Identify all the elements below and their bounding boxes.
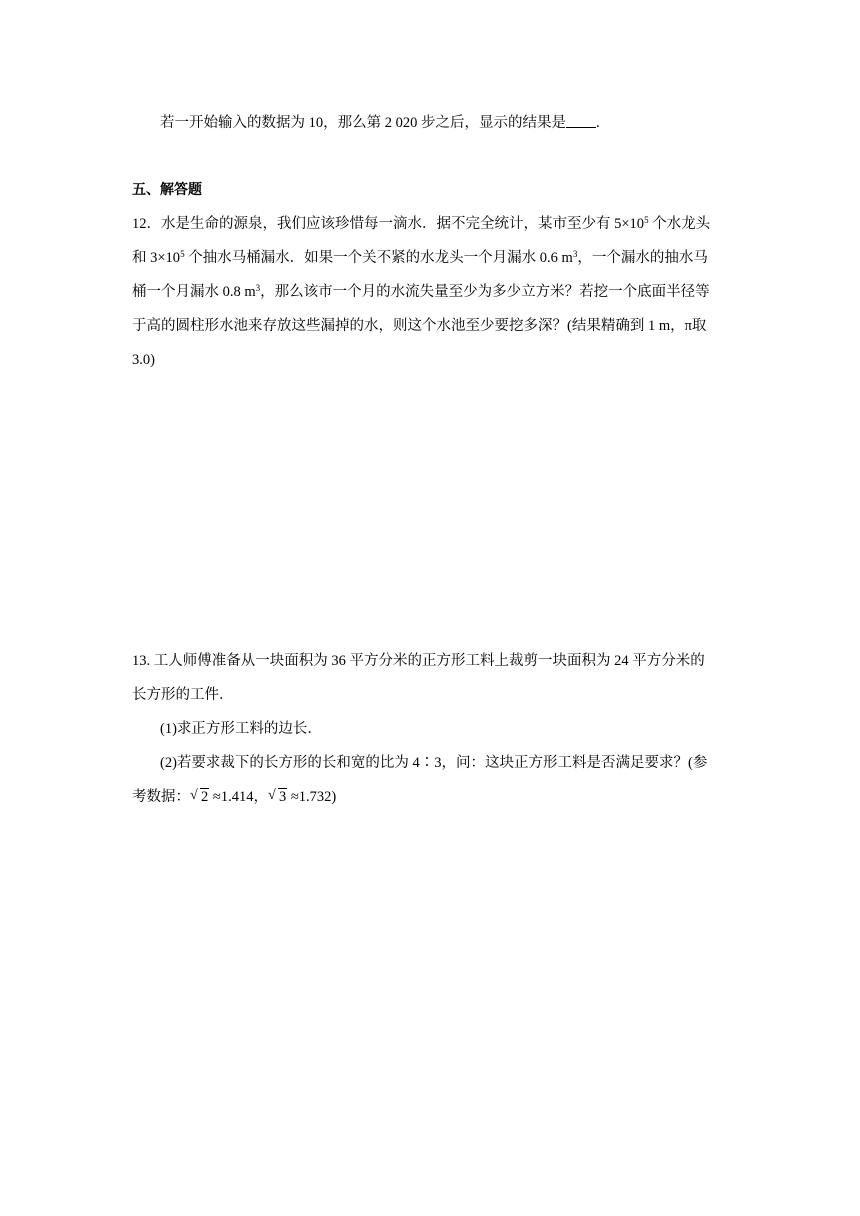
question-13-reference-data — [132, 787, 732, 807]
question-12-line-3 — [132, 282, 732, 302]
q13-text: ≈1.732) — [287, 789, 337, 805]
question-13-part-2: (2)若要求裁下的长方形的长和宽的比为 4∶3，问：这块正方形工料是否满足要求？(参 — [160, 755, 708, 771]
section-heading: 五、解答题 — [132, 182, 202, 198]
q12-text: 桶一个月漏水 0.8 m — [132, 284, 256, 300]
q12-text: 和 3×10 — [132, 250, 181, 266]
question-11-text — [160, 113, 760, 133]
question-12-line-4: 于高的圆柱形水池来存放这些漏掉的水，则这个水池至少要挖多深？(结果精确到 1 m，π取 — [132, 318, 707, 334]
sqrt-2 — [190, 787, 209, 807]
radicand: 2 — [201, 789, 209, 805]
question-12-line-2 — [132, 248, 732, 268]
radical-icon: √ — [267, 788, 276, 803]
exponent: 5 — [180, 249, 185, 259]
question-11-prompt: 若一开始输入的数据为 10，那么第 2 020 步之后，显示的结果是 — [160, 115, 566, 131]
exponent: 3 — [255, 283, 261, 293]
question-13-part-1: (1)求正方形工料的边长． — [160, 721, 322, 737]
question-11-period: . — [596, 115, 600, 131]
answer-blank — [566, 115, 596, 128]
q12-text: 个水龙头 — [648, 216, 711, 232]
exponent: 3 — [572, 249, 578, 259]
q12-text: 个抽水马桶漏水．如果一个关不紧的水龙头一个月漏水 0.6 m — [184, 250, 573, 266]
question-12-line-1 — [132, 214, 732, 234]
q13-text: ≈1.414， — [209, 789, 268, 805]
q12-text: ，那么该市一个月的水流失量至少为多少立方米？若挖一个底面半径等 — [260, 284, 710, 300]
question-12-line-5: 3.0) — [132, 352, 155, 368]
question-13-line-1: 13. 工人师傅准备从一块面积为 36 平方分米的正方形工料上裁剪一块面积为 24 平方分米的 — [132, 653, 705, 669]
question-13-line-2: 长方形的工件． — [132, 687, 234, 703]
q13-text: 考数据： — [132, 789, 190, 805]
q12-text: ，一个漏水的抽水马 — [577, 250, 708, 266]
radicand: 3 — [278, 789, 287, 805]
exponent: 5 — [644, 215, 649, 225]
sqrt-3 — [268, 787, 287, 807]
radical-icon: √ — [190, 788, 198, 803]
q12-text: 12．水是生命的源泉，我们应该珍惜每一滴水．据不完全统计，某市至少有 5×10 — [132, 216, 645, 232]
